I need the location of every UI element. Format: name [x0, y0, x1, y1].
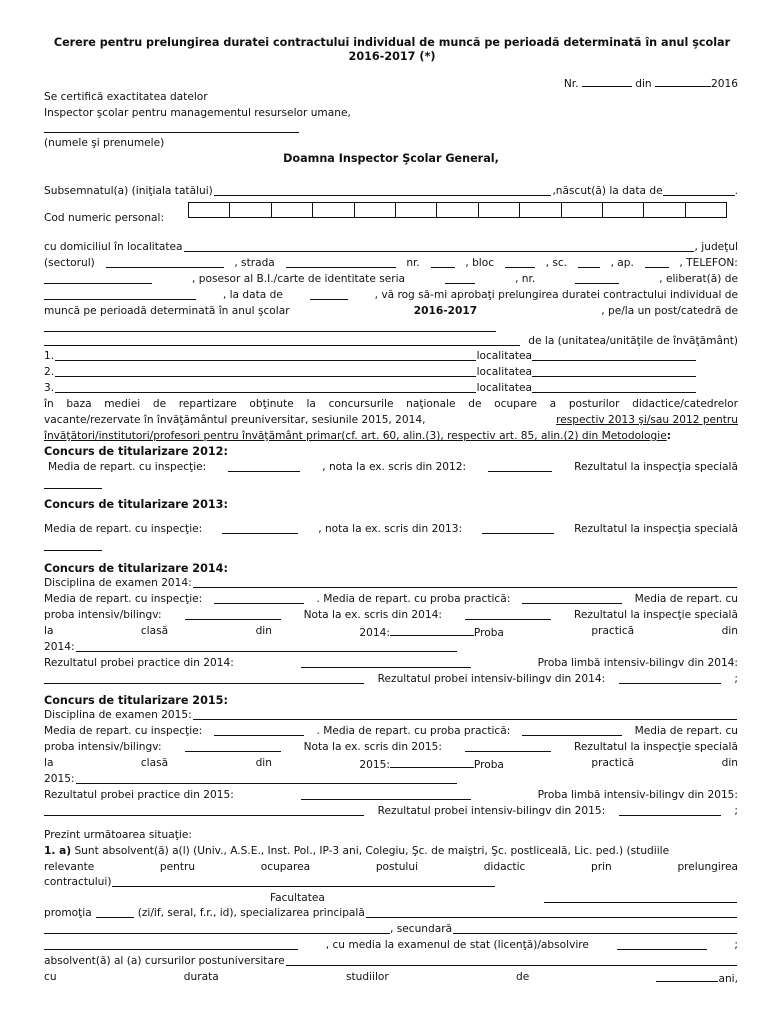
locality-field[interactable]: [184, 241, 694, 252]
baza-line-1: în baza mediei de repartizare obţinute la concursurile naţionale de ocupare a posturilor didactice/catedrelor: [44, 398, 738, 410]
baza-line-3: învăţători/institutori/profesori pentru învăţământ primar(cf. art. 60, alin.(3), respectiv art. 85, alin.(2) din Metodologie:: [44, 430, 671, 442]
row-2014-an: 2014:: [44, 641, 458, 654]
row-2015-rez-pr: Rezultatul probei practice din 2015: Proba limbă intensiv-bilingv din 2015:: [44, 789, 738, 801]
row-2014-media: Media de repart. cu inspecţie: . Media de repart. cu proba practică: Media de repart. cu: [44, 593, 738, 605]
name-hint: (numele şi prenumele): [44, 137, 165, 149]
row-postuniv: absolvent(ă) al (a) cursurilor postuniversitare: [44, 955, 738, 968]
birth-date-field[interactable]: [663, 185, 735, 196]
situatie-abs-2: relevante pentru ocuparea postului didactic prin prelungirea: [44, 861, 738, 873]
heading-2014: Concurs de titularizare 2014:: [44, 562, 228, 575]
row-2014-clasa: la clasă din 2014: Proba practică din: [44, 625, 738, 639]
cnp-boxes[interactable]: [188, 202, 727, 218]
row-2013: Media de repart. cu inspecţie: , nota la ex. scris din 2013: Rezultatul la inspecţia specială: [44, 523, 738, 535]
addressee: Doamna Inspector Şcolar General,: [283, 152, 499, 165]
row-2015-media: Media de repart. cu inspecţie: . Media de repart. cu proba practică: Media de repart. cu: [44, 725, 738, 737]
row-2014-proba: proba intensiv/bilingv: Nota la ex. scris din 2014: Rezultatul la inspecţie specială: [44, 609, 738, 621]
row-2014-rez-ib: Rezultatul probei intensiv-bilingv din 2014: ;: [44, 673, 738, 686]
row-2014-disciplina: Disciplina de examen 2014:: [44, 577, 738, 590]
registration-number: Nr. din 2016: [563, 78, 738, 90]
school-item-2: 2. localitatea: [44, 366, 696, 379]
school-item-1: 1. localitatea: [44, 350, 696, 363]
baza-line-2: vacante/rezervate în învăţământul preuniversitar, sesiunile 2015, 2014, respectiv 2013 şi/sau 2012 pentru: [44, 414, 738, 426]
heading-2012: Concurs de titularizare 2012:: [44, 445, 228, 458]
row-unitatea: de la (unitatea/unităţile de învăţământ): [44, 335, 738, 348]
certify-text: Se certifică exactitatea datelor: [44, 91, 208, 103]
cnp-label: Cod numeric personal:: [44, 212, 165, 224]
row-media-examen: , cu media la examenul de stat (licenţă)/absolvire ;: [44, 939, 738, 952]
form-title: Cerere pentru prelungirea duratei contractului individual de muncă pe perioadă determinată în anul şcolar 2016-2017 (*): [53, 36, 731, 63]
row-munca: muncă pe perioadă determinată în anul şcolar 2016-2017 , pe/la un post/catedră de: [44, 305, 738, 317]
inspector-name-line[interactable]: [44, 132, 299, 133]
row-2015-proba: proba intensiv/bilingv: Nota la ex. scris din 2015: Rezultatul la inspecţie specială: [44, 741, 738, 753]
row-2015-rez-ib: Rezultatul probei intensiv-bilingv din 2015: ;: [44, 805, 738, 818]
row-posesor: , posesor al B.I./carte de identitate seria , nr. , eliberat(ă) de: [44, 273, 738, 286]
row-secundara: , secundară: [44, 923, 738, 936]
row-2012: Media de repart. cu inspecţie: , nota la ex. scris din 2012: Rezultatul la inspecţia specială: [48, 461, 738, 473]
situatie-abs-3: contractului): [44, 876, 496, 889]
row-la-data: , la data de , vă rog să-mi aprobaţi prelungirea duratei contractului individual de: [44, 289, 738, 302]
row-domiciliu: cu domiciliul în localitatea , judeţul: [44, 241, 738, 253]
row-subsemnatul: Subsemnatul(a) (iniţiala tatălui) ,născut(ă) la data de .: [44, 185, 738, 197]
inspector-text: Inspector şcolar pentru managementul resurselor umane,: [44, 107, 351, 119]
row-facultatea: Facultatea: [44, 892, 738, 905]
row-promotia: promoţia (zi/if, seral, f.r., id), specializarea principală: [44, 907, 738, 920]
heading-2015: Concurs de titularizare 2015:: [44, 694, 228, 707]
heading-2013: Concurs de titularizare 2013:: [44, 498, 228, 511]
row-2015-clasa: la clasă din 2015: Proba practică din: [44, 757, 738, 771]
post-field[interactable]: [44, 331, 496, 332]
row-2015-disciplina: Disciplina de examen 2015:: [44, 709, 738, 722]
situatie-abs-1: 1. a) Sunt absolvent(ă) a(l) (Univ., A.S.E., Inst. Pol., IP-3 ani, Colegiu, Şc. de maiştri, Şc. postliceală, Lic. ped.) (studiile: [44, 845, 670, 857]
school-item-3: 3. localitatea: [44, 382, 696, 395]
row-2014-rez-pr: Rezultatul probei practice din 2014: Proba limbă intensiv-bilingv din 2014:: [44, 657, 738, 669]
row-address: (sectorul) , strada nr. , bloc , sc. , ap. , TELEFON:: [44, 257, 738, 269]
row-2015-an: 2015:: [44, 773, 458, 786]
row-durata: cu durata studiilor de ani,: [44, 971, 738, 985]
name-field[interactable]: [214, 185, 552, 196]
situatie-intro: Prezint următoarea situaţie:: [44, 829, 192, 841]
